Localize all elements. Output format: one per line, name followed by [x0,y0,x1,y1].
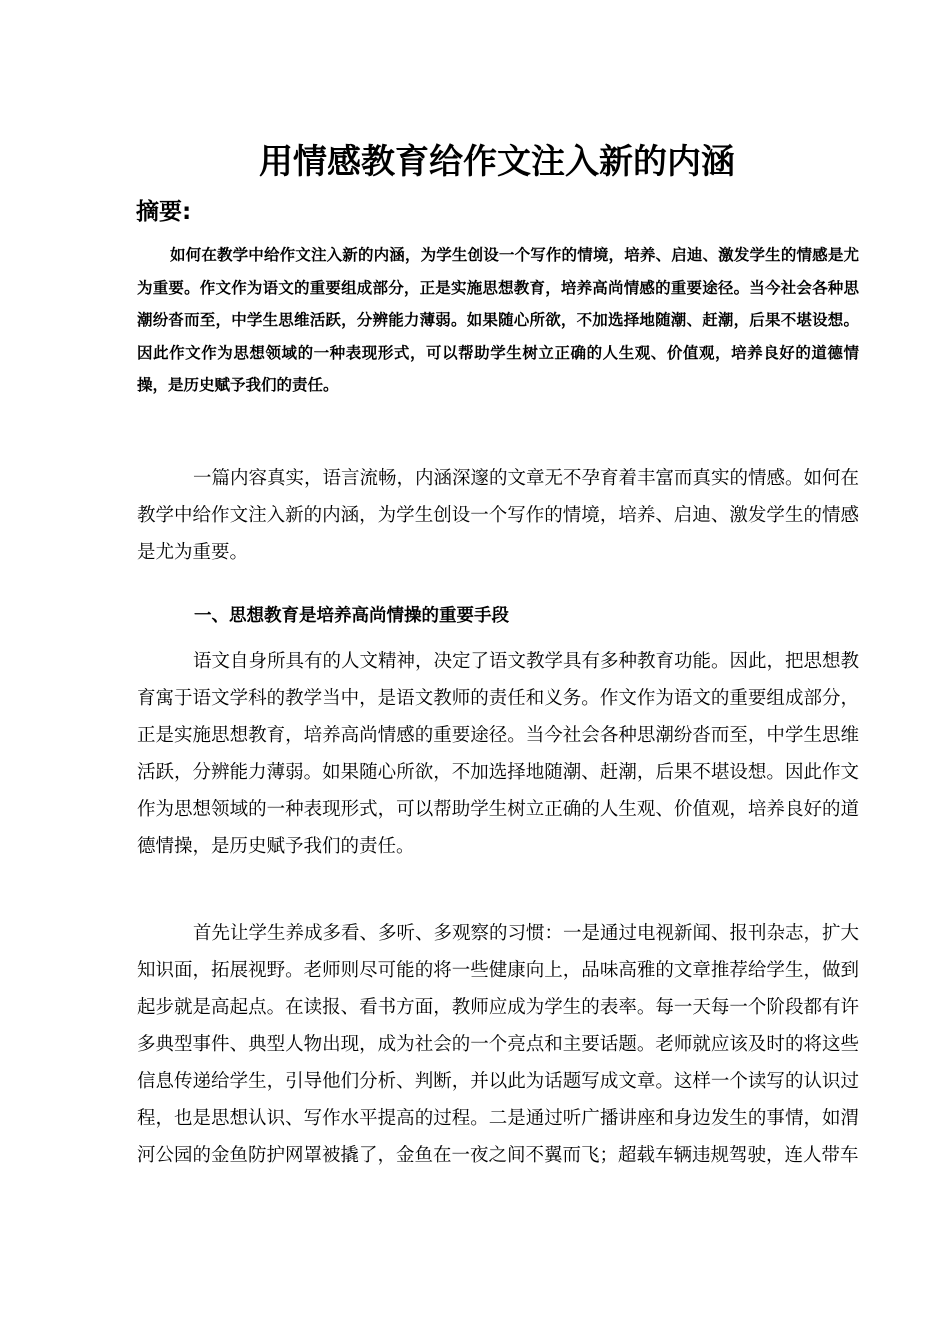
body-paragraph-1: 一篇内容真实，语言流畅，内涵深邃的文章无不孕育着丰富而真实的情感。如何在教学中给作文注入新的内涵，为学生创设一个写作的情境，培养、启迪、激发学生的情感是尤为重要。 [137,468,860,563]
section-heading-1: 一、思想教育是培养高尚情操的重要手段 [194,606,509,626]
body-paragraph-2: 语文自身所具有的人文精神，决定了语文教学具有多种教育功能。因此，把思想教育寓于语文学科的教学当中，是语文教师的责任和义务。作文作为语文的重要组成部分，正是实施思想教育，培养高尚情感的重要途径。当今社会各种思潮纷沓而至，中学生思维活跃，分辨能力薄弱。如果随心所欲，不加选择地随潮、赶潮，后果不堪设想。因此作文作为思想领域的一种表现形式，可以帮助学生树立正确的人生观、价值观，培养良好的道德情操，是历史赋予我们的责任。 [137,651,860,857]
abstract-paragraph: 如何在教学中给作文注入新的内涵，为学生创设一个写作的情境，培养、启迪、激发学生的情感是尤为重要。作文作为语文的重要组成部分，正是实施思想教育，培养高尚情感的重要途径。当今社会各种思潮纷沓而至，中学生思维活跃，分辨能力薄弱。如果随心所欲，不加选择地随潮、赶潮，后果不堪设想。因此作文作为思想领域的一种表现形式，可以帮助学生树立正确的人生观、价值观，培养良好的道德情操，是历史赋予我们的责任。 [137,246,859,394]
document-title: 用情感教育给作文注入新的内涵 [259,142,735,182]
abstract-label: 摘要: [136,199,192,225]
body-paragraph-3: 首先让学生养成多看、多听、多观察的习惯：一是通过电视新闻、报刊杂志，扩大知识面，拓展视野。老师则尽可能的将一些健康向上，品味高雅的文章推荐给学生，做到起步就是高起点。在读报、看书方面，教师应成为学生的表率。每一天每一个阶段都有许多典型事件、典型人物出现，成为社会的一个亮点和主要话题。老师就应该及时的将这些信息传递给学生，引导他们分析、判断，并以此为话题写成文章。这样一个读写的认识过程，也是思想认识、写作水平提高的过程。二是通过听广播讲座和身边发生的事情，如渭河公园的金鱼防护网罩被撬了，金鱼在一夜之间不翼而飞；超载车辆违规驾驶，连人带车 [137,923,860,1166]
